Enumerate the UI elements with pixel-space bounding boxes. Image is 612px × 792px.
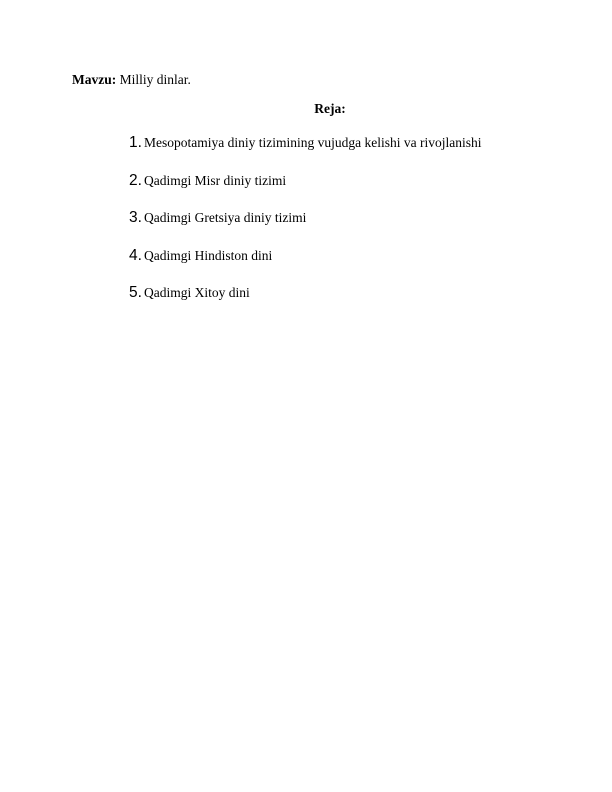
plan-item — [129, 247, 481, 285]
plan-heading: Reja: — [314, 101, 346, 116]
plan-item-number: 2. — [129, 171, 142, 189]
plan-item-number: 4. — [129, 246, 142, 264]
topic-label: Mavzu: — [72, 72, 117, 87]
plan-item — [129, 172, 481, 210]
plan-item-number: 5. — [129, 284, 142, 301]
topic-line — [72, 71, 191, 89]
plan-item-number: 1. — [129, 134, 142, 151]
plan-item-text: Qadimgi Misr diniy tizimi — [144, 172, 287, 188]
plan-item — [129, 134, 481, 172]
plan-item-text: Mesopotamiya diniy tizimining vujudga kelishi va rivojlanishi — [144, 135, 482, 150]
plan-item — [129, 284, 481, 322]
topic-value: Milliy dinlar. — [116, 72, 191, 87]
plan-item — [129, 209, 481, 247]
plan-item-text: Qadimgi Hindiston dini — [144, 247, 273, 263]
plan-list — [129, 134, 481, 322]
plan-item-number: 3. — [129, 209, 142, 226]
plan-item-text: Qadimgi Gretsiya diniy tizimi — [144, 210, 307, 225]
plan-item-text: Qadimgi Xitoy dini — [144, 285, 250, 300]
